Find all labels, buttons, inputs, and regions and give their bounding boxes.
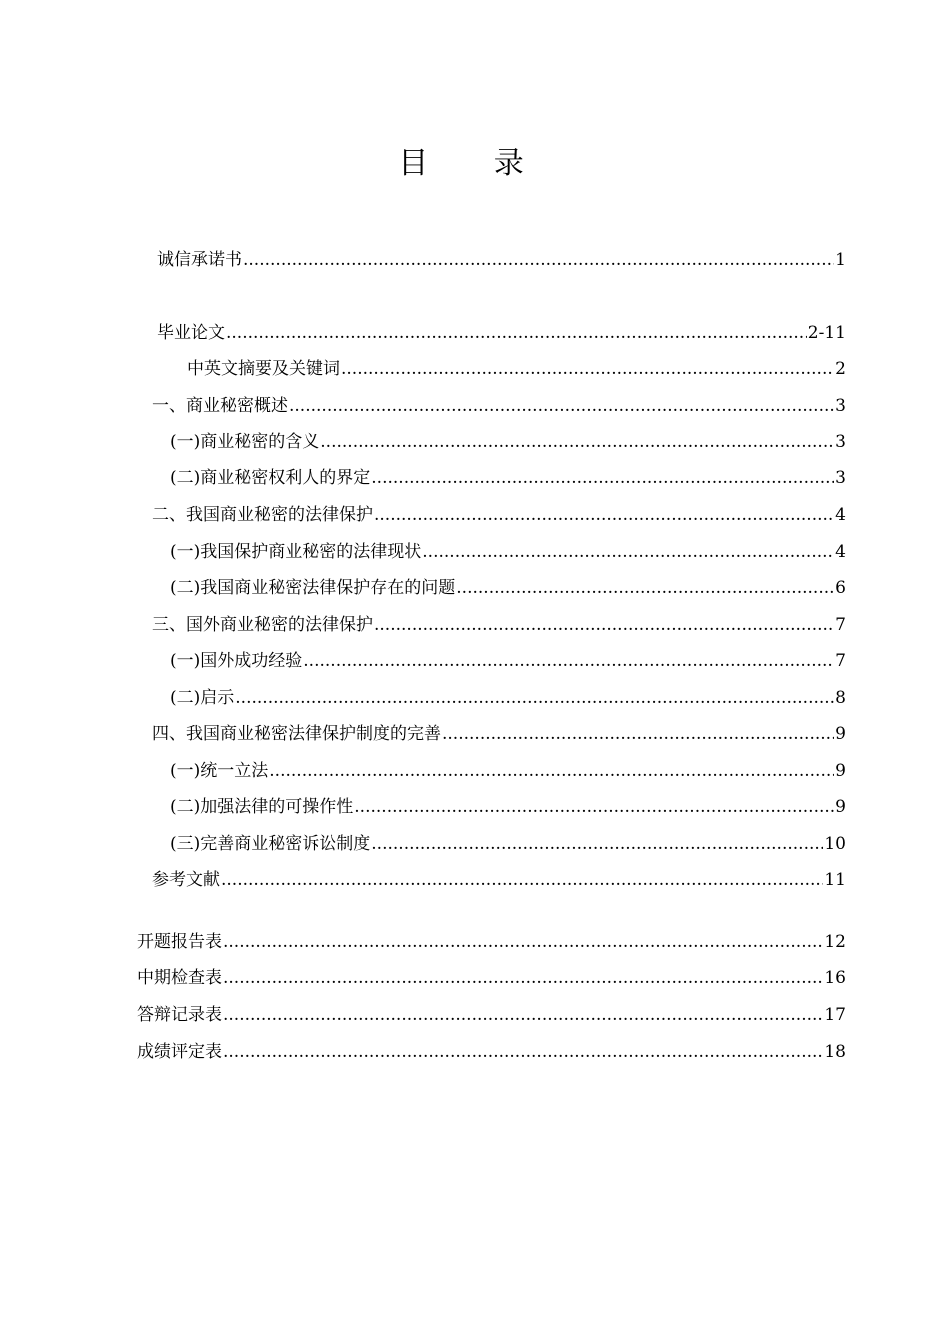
toc-entry-page: 8 xyxy=(835,688,846,708)
toc-dot-leader xyxy=(223,930,823,954)
toc-entry-label: 诚信承诺书 xyxy=(157,250,242,270)
toc-entry-page: 16 xyxy=(824,968,846,988)
toc-entry-page: 3 xyxy=(835,432,846,452)
toc-entry-section-4-2[interactable] xyxy=(170,795,846,819)
toc-dot-leader xyxy=(374,503,834,527)
toc-entry-page: 1 xyxy=(835,250,846,270)
toc-entry-label: 中期检查表 xyxy=(137,968,222,988)
toc-dot-leader xyxy=(371,466,834,490)
toc-dot-leader xyxy=(221,868,823,892)
toc-entry-page: 6 xyxy=(835,578,846,598)
toc-entry-section-3-1[interactable] xyxy=(170,649,846,673)
toc-entry-label: 二、我国商业秘密的法律保护 xyxy=(152,505,373,525)
toc-entry-page: 9 xyxy=(835,797,846,817)
toc-entry-label: 开题报告表 xyxy=(137,932,222,952)
toc-entry-grade-evaluation[interactable] xyxy=(137,1040,846,1064)
toc-entry-section-1[interactable] xyxy=(152,394,846,418)
toc-dot-leader xyxy=(226,321,807,345)
toc-entry-page: 7 xyxy=(835,615,846,635)
toc-entry-page: 2-11 xyxy=(807,323,846,343)
toc-dot-leader xyxy=(456,576,834,600)
toc-entry-page: 3 xyxy=(835,468,846,488)
toc-entry-integrity-pledge[interactable] xyxy=(157,248,846,272)
toc-entry-label: 中英文摘要及关键词 xyxy=(187,359,340,379)
toc-entry-label: 参考文献 xyxy=(152,870,220,890)
toc-entry-section-4-1[interactable] xyxy=(170,759,846,783)
toc-entry-section-4[interactable] xyxy=(152,722,846,746)
toc-dot-leader xyxy=(374,613,834,637)
toc-entry-label: (二)商业秘密权利人的界定 xyxy=(170,468,371,488)
toc-entry-label: 四、我国商业秘密法律保护制度的完善 xyxy=(152,724,441,744)
toc-entry-thesis[interactable] xyxy=(157,321,846,345)
toc-entry-section-3[interactable] xyxy=(152,613,846,637)
toc-entry-page: 17 xyxy=(824,1005,846,1025)
toc-entry-label: (二)我国商业秘密法律保护存在的问题 xyxy=(170,578,456,598)
toc-dot-leader xyxy=(303,649,834,673)
toc-entry-label: (一)我国保护商业秘密的法律现状 xyxy=(170,542,422,562)
toc-dot-leader xyxy=(223,1040,823,1064)
toc-entry-page: 4 xyxy=(835,505,846,525)
toc-entry-section-2-1[interactable] xyxy=(170,540,846,564)
toc-dot-leader xyxy=(320,430,834,454)
toc-entry-defense-record[interactable] xyxy=(137,1003,846,1027)
toc-entry-label: (二)加强法律的可操作性 xyxy=(170,797,354,817)
toc-entry-page: 7 xyxy=(835,651,846,671)
toc-dot-leader xyxy=(269,759,834,783)
toc-entry-page: 12 xyxy=(824,932,846,952)
toc-entry-section-3-2[interactable] xyxy=(170,686,846,710)
toc-dot-leader xyxy=(289,394,834,418)
toc-entry-label: (二)启示 xyxy=(170,688,235,708)
toc-entry-section-4-3[interactable] xyxy=(170,832,846,856)
toc-entry-page: 9 xyxy=(835,761,846,781)
toc-entry-midterm-check[interactable] xyxy=(137,966,846,990)
toc-entry-label: 成绩评定表 xyxy=(137,1042,222,1062)
toc-entry-abstract[interactable] xyxy=(187,357,846,381)
toc-entry-label: (一)国外成功经验 xyxy=(170,651,303,671)
toc-entry-label: 毕业论文 xyxy=(157,323,225,343)
toc-entry-page: 18 xyxy=(824,1042,846,1062)
toc-dot-leader xyxy=(442,722,834,746)
toc-dot-leader xyxy=(341,357,834,381)
toc-dot-leader xyxy=(243,248,834,272)
toc-entry-label: (一)统一立法 xyxy=(170,761,269,781)
toc-entry-page: 4 xyxy=(835,542,846,562)
toc-dot-leader xyxy=(422,540,834,564)
toc-entry-section-1-1[interactable] xyxy=(170,430,846,454)
toc-entry-section-2-2[interactable] xyxy=(170,576,846,600)
toc-entry-label: 答辩记录表 xyxy=(137,1005,222,1025)
toc-entry-label: 三、国外商业秘密的法律保护 xyxy=(152,615,373,635)
toc-dot-leader xyxy=(223,1003,823,1027)
toc-dot-leader xyxy=(371,832,823,856)
toc-entry-section-1-2[interactable] xyxy=(170,466,846,490)
toc-entry-page: 9 xyxy=(835,724,846,744)
toc-entry-label: (一)商业秘密的含义 xyxy=(170,432,320,452)
toc-dot-leader xyxy=(354,795,834,819)
toc-entry-page: 3 xyxy=(835,396,846,416)
toc-entry-label: 一、商业秘密概述 xyxy=(152,396,288,416)
toc-entry-references[interactable] xyxy=(152,868,846,892)
toc-entry-section-2[interactable] xyxy=(152,503,846,527)
toc-entry-page: 11 xyxy=(824,870,846,890)
toc-dot-leader xyxy=(223,966,823,990)
toc-dot-leader xyxy=(235,686,834,710)
toc-entry-label: (三)完善商业秘密诉讼制度 xyxy=(170,834,371,854)
toc-entry-page: 2 xyxy=(835,359,846,379)
page-title: 目 录 xyxy=(398,146,552,181)
toc-entry-page: 10 xyxy=(824,834,846,854)
toc-entry-proposal-report[interactable] xyxy=(137,930,846,954)
